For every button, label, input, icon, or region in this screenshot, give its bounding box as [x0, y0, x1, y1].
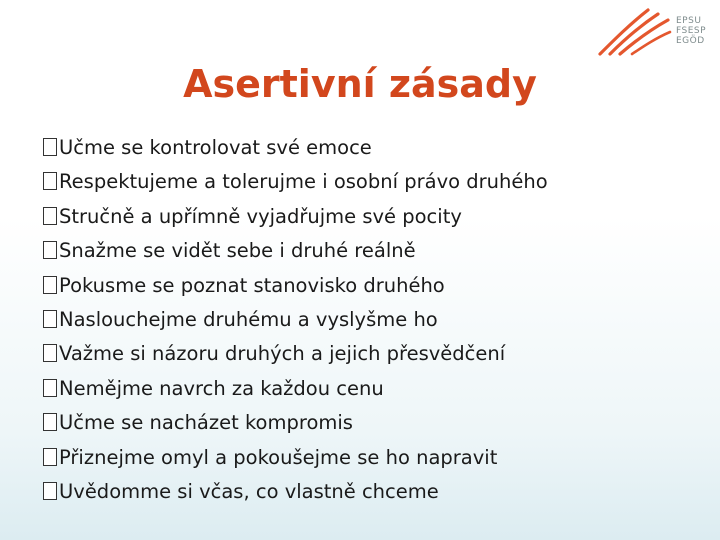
bullet-text: Učme se nacházet kompromis — [59, 411, 353, 435]
bullet-marker-icon — [43, 344, 57, 362]
bullet-item — [43, 475, 548, 509]
bullet-item — [43, 234, 548, 268]
bullet-item — [43, 200, 548, 234]
logo-stripes-icon — [594, 6, 674, 58]
logo-line: EGÖD — [676, 36, 705, 46]
bullet-item — [43, 131, 548, 165]
bullet-marker-icon — [43, 310, 57, 328]
bullet-item — [43, 337, 548, 371]
bullet-marker-icon — [43, 276, 57, 294]
bullet-marker-icon — [43, 379, 57, 397]
bullet-marker-icon — [43, 207, 57, 225]
bullet-item — [43, 269, 548, 303]
bullet-marker-icon — [43, 172, 57, 190]
bullet-text: Važme si názoru druhých a jejich přesvědčení — [59, 342, 506, 366]
bullet-text: Naslouchejme druhému a vyslyšme ho — [59, 308, 438, 332]
bullet-text: Přiznejme omyl a pokoušejme se ho napravit — [59, 445, 498, 469]
bullet-text: Respektujeme a tolerujme i osobní právo druhého — [59, 170, 548, 194]
epsu-logo — [594, 6, 718, 58]
bullet-text: Učme se kontrolovat své emoce — [59, 136, 372, 159]
bullet-item — [43, 372, 548, 406]
bullet-text: Nemějme navrch za každou cenu — [59, 376, 384, 400]
slide-title-text: Asertivní zásady — [183, 62, 537, 106]
bullet-marker-icon — [43, 482, 57, 500]
bullet-text: Uvědomme si včas, co vlastně chceme — [59, 480, 439, 504]
bullet-text: Snažme se vidět sebe i druhé reálně — [59, 239, 416, 263]
bullet-marker-icon — [43, 413, 57, 431]
bullet-marker-icon — [43, 241, 57, 259]
bullet-marker-icon — [43, 138, 57, 156]
logo-line: FSESP — [676, 26, 707, 36]
bullet-item — [43, 303, 548, 337]
slide-title — [0, 62, 720, 106]
bullet-item — [43, 165, 548, 199]
bullet-text: Pokusme se poznat stanovisko druhého — [59, 273, 445, 297]
bullet-text: Stručně a upřímně vyjadřujme své pocity — [59, 204, 462, 228]
bullet-item — [43, 406, 548, 440]
logo-text — [676, 16, 706, 46]
bullet-marker-icon — [43, 448, 57, 466]
bullet-item — [43, 441, 548, 475]
logo-line: EPSU — [676, 16, 702, 26]
bullet-list — [43, 131, 548, 509]
